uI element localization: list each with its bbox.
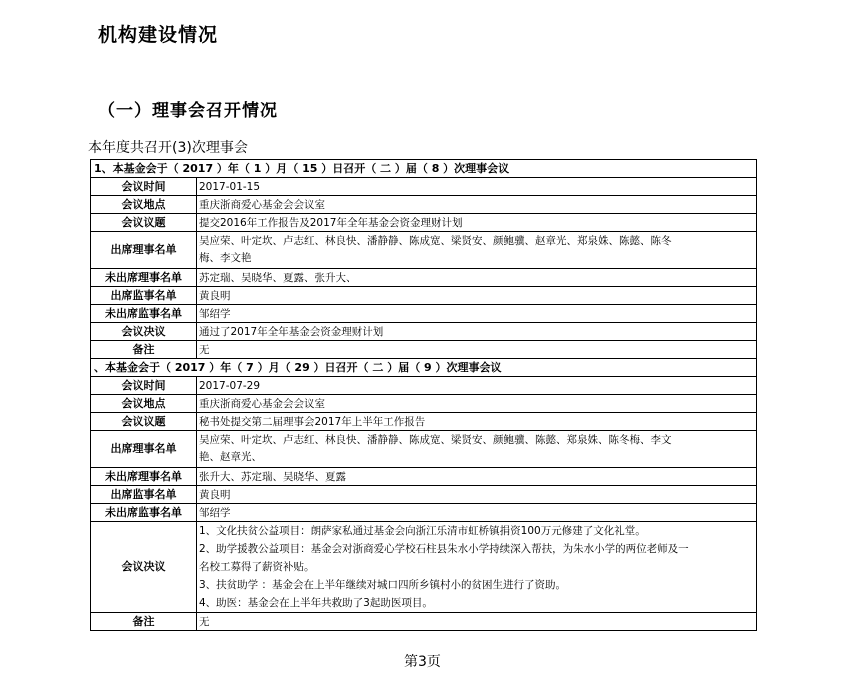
- meeting-2-present-line-2: 艳、赵章光、: [199, 451, 262, 463]
- meeting-2-absent: 张升大、苏定瑞、吴晓华、夏露: [197, 468, 757, 486]
- meeting-2-header: 、本基金会于（ 2017 ）年（ 7 ）月（ 29 ）日召开（ 二 ）届（ 9 ）次理事会议: [91, 359, 757, 377]
- meeting-2-place: 重庆浙商爱心基金会会议室: [197, 395, 757, 413]
- label-resolution: 会议决议: [91, 323, 197, 341]
- label-resolution: 会议决议: [91, 522, 197, 613]
- table-row: [91, 395, 757, 413]
- table-row: [91, 323, 757, 341]
- meeting-2-sup-present: 黄良明: [197, 486, 757, 504]
- meeting-1-time: 2017-01-15: [197, 178, 757, 196]
- table-row: [91, 178, 757, 196]
- label-absent: 未出席理事名单: [91, 468, 197, 486]
- table-row: [91, 522, 757, 613]
- meeting-count-summary: 本年度共召开(3)次理事会: [88, 140, 248, 156]
- meeting-1-header-row: [91, 160, 757, 178]
- meeting-1-present-line-2: 梅、李文艳: [199, 252, 252, 264]
- table-row: [91, 377, 757, 395]
- resolution-line-3: 名校工募得了薪资补贴。: [199, 561, 315, 573]
- label-time: 会议时间: [91, 178, 197, 196]
- page-number: 第3页: [404, 654, 441, 670]
- meeting-1-place: 重庆浙商爱心基金会会议室: [197, 196, 757, 214]
- meeting-2-time: 2017-07-29: [197, 377, 757, 395]
- label-sup-present: 出席监事名单: [91, 486, 197, 504]
- label-sup-absent: 未出席监事名单: [91, 305, 197, 323]
- resolution-line-4: 3、扶贫助学 ：基金会在上半年继续对城口四所乡镇村小的贫困生进行了资助。: [199, 579, 567, 591]
- meeting-2-present-line-1: 吴应荣、叶定坎、卢志红、林良快、潘静静、陈成宽、梁贤安、颜鲍骥、陈懿、郑泉姝、陈冬梅、李文: [199, 434, 672, 446]
- table-row: [91, 232, 757, 269]
- meeting-1-topic: 提交2016年工作报告及2017年全年基金会资金理财计划: [197, 214, 757, 232]
- label-remark: 备注: [91, 341, 197, 359]
- table-row: [91, 269, 757, 287]
- table-row: [91, 504, 757, 522]
- label-present: 出席理事名单: [91, 232, 197, 269]
- table-row: [91, 214, 757, 232]
- label-place: 会议地点: [91, 395, 197, 413]
- table-row: [91, 305, 757, 323]
- meeting-1-remark: 无: [197, 341, 757, 359]
- resolution-line-2: 2、助学援教公益项目：基金会对浙商爱心学校石柱县朱水小学持续深入帮扶，为朱水小学的两位老师及一: [199, 543, 689, 555]
- meeting-2-header-row: [91, 359, 757, 377]
- table-row: [91, 613, 757, 631]
- meeting-1-present-line-1: 吴应荣、叶定坎、卢志红、林良快、潘静静、陈成宽、梁贤安、颜鲍骥、赵章光、郑泉姝、陈懿、陈冬: [199, 235, 672, 247]
- meeting-1-resolution: 通过了2017年全年基金会资金理财计划: [197, 323, 757, 341]
- label-time: 会议时间: [91, 377, 197, 395]
- label-present: 出席理事名单: [91, 431, 197, 468]
- label-absent: 未出席理事名单: [91, 269, 197, 287]
- label-topic: 会议议题: [91, 413, 197, 431]
- meeting-1-absent: 苏定瑞、吴晓华、夏露、张升大、: [197, 269, 757, 287]
- label-place: 会议地点: [91, 196, 197, 214]
- table-row: [91, 413, 757, 431]
- section-heading: 机构建设情况: [98, 24, 219, 46]
- resolution-line-1: 1、文化扶贫公益项目：朗萨家私通过基金会向浙江乐清市虹桥镇捐资100万元修建了文化礼堂。: [199, 525, 646, 537]
- meeting-1-header: 1、本基金会于（ 2017 ）年（ 1 ）月（ 15 ）日召开（ 二 ）届（ 8 ）次理事会议: [91, 160, 757, 178]
- label-sup-absent: 未出席监事名单: [91, 504, 197, 522]
- meeting-1-sup-absent: 邹绍学: [197, 305, 757, 323]
- meetings-table: [90, 159, 757, 631]
- meeting-2-sup-absent: 邹绍学: [197, 504, 757, 522]
- table-row: [91, 468, 757, 486]
- meeting-2-resolution: [197, 522, 757, 613]
- label-remark: 备注: [91, 613, 197, 631]
- meeting-2-remark: 无: [197, 613, 757, 631]
- meeting-1-sup-present: 黄良明: [197, 287, 757, 305]
- meeting-2-present: [197, 431, 757, 468]
- table-row: [91, 196, 757, 214]
- label-sup-present: 出席监事名单: [91, 287, 197, 305]
- table-row: [91, 486, 757, 504]
- table-row: [91, 431, 757, 468]
- resolution-line-5: 4、助医：基金会在上半年共救助了3起助医项目。: [199, 597, 433, 609]
- label-topic: 会议议题: [91, 214, 197, 232]
- subsection-heading: （一）理事会召开情况: [98, 101, 278, 121]
- meeting-1-present: [197, 232, 757, 269]
- table-row: [91, 341, 757, 359]
- table-row: [91, 287, 757, 305]
- meeting-2-topic: 秘书处提交第二届理事会2017年上半年工作报告: [197, 413, 757, 431]
